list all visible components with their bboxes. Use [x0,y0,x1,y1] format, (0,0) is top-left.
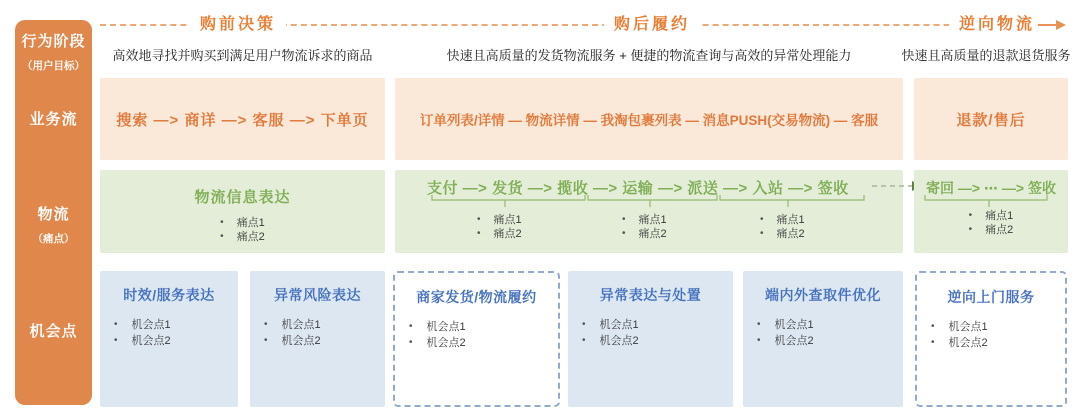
pain-point-item [969,223,1014,237]
bullet-dot: • [409,321,413,332]
goal-reverse-logistics: 快速且高质量的退款退货服务 [901,48,1071,63]
sidebar-row-business-flow [15,111,92,129]
bullet-dot: • [264,335,268,346]
pain-point-text: 痛点1 [236,217,265,229]
opportunity-text: 机会点2 [599,335,639,347]
sidebar-row-opportunities [15,323,92,341]
sidebar-row-behavior-stage [15,33,92,73]
opportunity-text: 机会点2 [131,335,171,347]
opportunity-items [100,318,238,348]
pain-point-item [622,227,667,241]
phase-title-post-purchase: 购后履约 [604,15,700,35]
pain-point-text: 痛点1 [638,214,667,226]
opportunity-item [409,320,558,334]
flow-steps-pre-purchase: 搜索 —> 商详 —> 客服 —> 下单页 [116,111,369,129]
opportunity-title: 异常表达与处置 [599,287,702,303]
user-goal-sublabel: （用户目标） [22,60,85,72]
opportunity-item [264,334,385,348]
flow-box-post-purchase [395,78,903,160]
opportunity-text: 机会点1 [948,321,988,333]
pain-point-text: 痛点1 [985,210,1014,222]
opportunity-box-merchant-fulfillment [393,271,560,407]
opportunity-title: 逆向上门服务 [947,289,1035,305]
opportunity-box-abnormal-handling [568,271,733,407]
opportunity-box-pickup-optimization [743,271,903,407]
reverse-chain-steps: 寄回 —> ⋯ —> 签收 [926,180,1056,196]
opportunity-box-timeliness-service [100,271,238,407]
opportunity-text: 机会点2 [281,335,321,347]
bullet-dot: • [409,337,413,348]
pain-point-item [477,213,522,227]
forward-pain-group-2 [622,213,667,241]
phase-title-pre-purchase: 购前决策 [190,15,286,35]
opportunity-text: 机会点2 [948,337,988,349]
opportunity-items [917,320,1065,350]
opportunity-item [757,318,903,332]
opportunity-item [409,336,558,350]
opportunity-box-reverse-door-service [915,271,1067,407]
opportunity-item [931,320,1065,334]
pain-point-text: 痛点2 [236,231,265,243]
pain-point-text: 痛点1 [493,214,522,226]
opportunity-text: 机会点2 [426,337,466,349]
reverse-pain-points [969,209,1014,237]
logistics-label: 物流 [37,206,70,223]
logistics-info-title: 物流信息表达 [194,189,291,206]
opportunity-item [114,334,238,348]
goal-post-purchase: 快速且高质量的发货物流服务 + 便捷的物流查询与高效的异常处理能力 [446,48,852,63]
opportunity-items [568,318,733,348]
opportunity-title: 时效/服务表达 [123,287,215,303]
pain-point-item [760,227,805,241]
bullet-dot: • [760,214,764,225]
pain-point-item [220,216,265,230]
pain-point-sublabel: （痛点） [32,233,75,245]
bullet-dot: • [264,319,268,330]
pain-point-item [760,213,805,227]
bullet-dot: • [931,321,935,332]
pain-point-text: 痛点2 [493,228,522,240]
flow-box-pre-purchase [100,78,385,160]
opportunity-item [582,334,733,348]
row-labels-sidebar [15,20,92,405]
logistics-info-box [100,170,385,253]
bullet-dot: • [220,217,224,228]
opportunity-title: 异常风险表达 [274,287,361,303]
bullet-dot: • [760,228,764,239]
opportunity-item [264,318,385,332]
sidebar-row-logistics [15,206,92,246]
forward-pain-group-3 [760,213,805,241]
bullet-dot: • [757,319,761,330]
bullet-dot: • [477,214,481,225]
opportunity-text: 机会点1 [426,321,466,333]
forward-chain-steps: 支付 —> 发货 —> 揽收 —> 运输 —> 派送 —> 入站 —> 签收 [427,180,849,197]
pain-point-item [969,209,1014,223]
bullet-dot: • [622,214,626,225]
opportunity-text: 机会点1 [774,319,814,331]
opportunity-text: 机会点2 [774,335,814,347]
behavior-stage-label: 行为阶段 [21,33,86,50]
bullet-dot: • [757,335,761,346]
bullet-dot: • [477,228,481,239]
pain-point-text: 痛点1 [776,214,805,226]
forward-pain-group-1 [477,213,522,241]
bullet-dot: • [220,231,224,242]
opportunity-box-abnormal-risk [250,271,385,407]
opportunity-text: 机会点1 [599,319,639,331]
opportunity-text: 机会点1 [131,319,171,331]
opportunity-label: 机会点 [29,323,78,340]
bullet-dot: • [114,335,118,346]
pain-point-item [220,230,265,244]
opportunity-item [931,336,1065,350]
pain-point-text: 痛点2 [638,228,667,240]
logistics-reverse-chain-box [914,170,1068,253]
bullet-dot: • [622,228,626,239]
opportunity-title: 商家发货/物流履约 [416,289,537,305]
bullet-dot: • [968,210,973,221]
opportunity-items [743,318,903,348]
logistics-info-pain-points [220,216,265,244]
pain-point-item [622,213,667,227]
opportunity-item [582,318,733,332]
flow-label-reverse: 退款/售后 [956,111,1026,129]
opportunity-text: 机会点1 [281,319,321,331]
opportunity-item [114,318,238,332]
pain-point-item [477,227,522,241]
pain-point-text: 痛点2 [776,228,805,240]
opportunity-item [757,334,903,348]
phase-title-reverse-logistics: 逆向物流 [949,15,1045,35]
flow-steps-post-purchase: 订单列表/详情 — 物流详情 — 我淘包裹列表 — 消息PUSH(交易物流) — 客服 [419,113,879,128]
opportunity-title: 端内外查取件优化 [765,287,881,303]
logistics-forward-chain-box [395,170,903,253]
bullet-dot: • [582,335,586,346]
bullet-dot: • [582,319,586,330]
business-flow-label: 业务流 [29,111,78,128]
flow-box-reverse [914,78,1068,160]
pain-point-text: 痛点2 [985,224,1014,236]
goal-pre-purchase: 高效地寻找并购买到满足用户物流诉求的商品 [112,48,373,63]
timeline-arrow-icon [1038,19,1066,31]
opportunity-items [250,318,385,348]
bullet-dot: • [114,319,118,330]
bullet-dot: • [931,337,935,348]
bullet-dot: • [968,224,973,235]
opportunity-items [395,320,558,350]
